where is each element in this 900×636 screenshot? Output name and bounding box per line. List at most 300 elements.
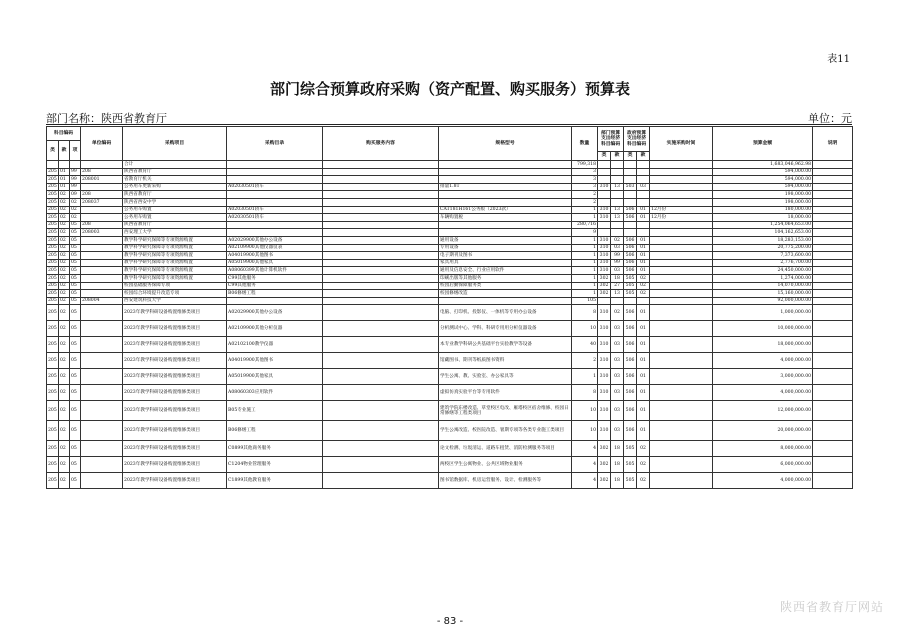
cell-project: 合计 [123, 161, 227, 169]
cell-quantity: 40 [572, 337, 598, 353]
cell-kuan: 02 [59, 229, 70, 237]
cell-time [650, 176, 713, 184]
cell-note [813, 457, 853, 473]
cell-quantity: 1 [572, 259, 598, 267]
cell-gov-kuan: 01 [637, 236, 650, 244]
cell-kuan: 02 [59, 236, 70, 244]
cell-unit-code [81, 473, 123, 489]
cell-gov-lei: 506 [624, 252, 637, 260]
cell-catalog: A02029900其他办公设备 [227, 236, 323, 244]
cell-xiang: 05 [70, 259, 81, 267]
cell-amount: 20,000,000.00 [713, 421, 813, 441]
cell-project: 陕西省教育厅 [123, 191, 227, 199]
cell-note [813, 259, 853, 267]
cell-gov-kuan [637, 168, 650, 176]
cell-quantity: 1 [572, 290, 598, 298]
cell-catalog [227, 229, 323, 237]
cell-lei: 205 [47, 473, 59, 489]
cell-dept-kuan: 99 [611, 252, 624, 260]
cell-amount: 24,450,000.00 [713, 267, 813, 275]
cell-spec [439, 176, 572, 184]
cell-time [650, 161, 713, 169]
cell-catalog: C0899其他商务服务 [227, 441, 323, 457]
cell-catalog [227, 191, 323, 199]
cell-xiang: 99 [70, 183, 81, 191]
cell-xiang [70, 161, 81, 169]
cell-project: 西安理工大学 [123, 229, 227, 237]
cell-amount: 594,000.00 [713, 176, 813, 184]
cell-quantity: 1 [572, 282, 598, 290]
cell-catalog: A02029900其他办公设备 [227, 305, 323, 321]
cell-lei: 205 [48, 184, 57, 190]
cell-xiang: 05 [70, 244, 81, 252]
cell-gov-kuan: 01 [637, 267, 650, 275]
cell-amount: 18,000.00 [713, 214, 813, 222]
cell-dept-kuan [611, 168, 624, 176]
header-dept-kuan: 款 [611, 152, 624, 161]
cell-lei: 205 [47, 401, 59, 421]
cell-time [650, 441, 713, 457]
table-row [47, 214, 853, 222]
cell-amount: 14,070,000.00 [713, 282, 813, 290]
table-row [47, 369, 853, 385]
cell-quantity: 1 [572, 369, 598, 385]
cell-service [323, 297, 439, 305]
cell-gov-kuan: 01 [637, 244, 650, 252]
cell-time [650, 421, 713, 441]
cell-dept-lei [598, 176, 611, 184]
cell-dept-lei: 302 [598, 274, 611, 282]
cell-note [813, 369, 853, 385]
cell-dept-lei [598, 221, 611, 229]
cell-quantity: 1 [572, 236, 598, 244]
cell-gov-kuan: 02 [637, 290, 650, 298]
cell-time [650, 305, 713, 321]
cell-project: 教学科学研究保障等专项资源购置 [123, 236, 227, 244]
cell-time [650, 168, 713, 176]
cell-spec: 排量1.8T [439, 183, 572, 191]
cell-gov-lei [624, 191, 637, 199]
cell-catalog [227, 297, 323, 305]
cell-project: 教学科学研究保障等专项资源购置 [123, 244, 227, 252]
cell-unit-code [81, 337, 123, 353]
cell-gov-kuan [637, 198, 650, 206]
cell-service [323, 206, 439, 214]
cell-unit-code [81, 353, 123, 369]
cell-catalog: A05019900其他家具 [227, 369, 323, 385]
table-row [47, 282, 853, 290]
cell-gov-kuan: 01 [637, 337, 650, 353]
cell-service [323, 337, 439, 353]
cell-spec: 学生公寓、教、实验室、办公家具等 [439, 369, 572, 385]
table-number: 表11 [827, 54, 850, 65]
cell-note [813, 236, 853, 244]
cell-catalog: B06修缮工程 [227, 290, 323, 298]
cell-spec: 两校区学生公寓物业、公共区域物业服务 [439, 457, 572, 473]
cell-catalog [227, 221, 323, 229]
cell-project: 2023年教学科研设备购置维修类项目 [123, 353, 227, 369]
header-subject-code: 科目编码 [47, 127, 81, 141]
cell-catalog: A02109900其他分析仪器 [227, 321, 323, 337]
cell-time [650, 321, 713, 337]
cell-project: 2023年教学科研设备购置维修类项目 [123, 305, 227, 321]
cell-gov-lei: 506 [624, 206, 637, 214]
cell-kuan: 02 [59, 305, 70, 321]
cell-note [813, 305, 853, 321]
cell-time [650, 401, 713, 421]
cell-amount: 1,000,000.00 [713, 305, 813, 321]
cell-unit-code [81, 305, 123, 321]
cell-service [323, 176, 439, 184]
header-gov-kuan: 款 [637, 152, 650, 161]
cell-time [650, 385, 713, 401]
cell-dept-lei: 310 [598, 337, 611, 353]
cell-dept-kuan [611, 198, 624, 206]
cell-xiang: 05 [70, 473, 81, 489]
cell-note [813, 161, 853, 169]
cell-spec: CAT181H16T公务版（2023款） [439, 206, 572, 214]
cell-amount: 12,000,000.00 [713, 401, 813, 421]
cell-amount: 10,000,000.00 [713, 321, 813, 337]
cell-xiang: 05 [70, 457, 81, 473]
cell-quantity: 2 [572, 353, 598, 369]
cell-service [323, 198, 439, 206]
cell-unit-code: 208 [81, 221, 123, 229]
cell-gov-kuan: 01 [637, 369, 650, 385]
watermark: 陕西省教育厅网站 [779, 600, 884, 614]
cell-dept-kuan: 03 [611, 244, 624, 252]
cell-xiang: 05 [70, 369, 81, 385]
cell-unit-code [81, 421, 123, 441]
cell-dept-lei: 302 [598, 282, 611, 290]
cell-gov-kuan [637, 161, 650, 169]
cell-xiang: 05 [70, 290, 81, 298]
header-gov-econ: 政府预算支出经济科目编码 [624, 127, 650, 152]
cell-dept-kuan: 03 [611, 267, 624, 275]
cell-dept-lei: 310 [598, 214, 611, 222]
cell-lei: 205 [48, 260, 57, 266]
page-number: - 83 - [436, 616, 464, 627]
cell-project: 2023年教学科研设备购置维修类项目 [123, 457, 227, 473]
table-row [47, 267, 853, 275]
cell-project: 陕西省教育厅 [123, 221, 227, 229]
cell-kuan: 02 [59, 473, 70, 489]
cell-catalog: A02030501轿车 [227, 183, 323, 191]
unit-label: 单位：元 [808, 112, 852, 125]
cell-xiang: 05 [70, 321, 81, 337]
cell-dept-lei: 310 [598, 267, 611, 275]
table-row [47, 168, 853, 176]
cell-kuan: 02 [59, 290, 70, 298]
table-row [47, 321, 853, 337]
cell-unit-code [81, 214, 123, 222]
header-xiang: 项 [70, 141, 81, 161]
cell-spec [439, 191, 572, 199]
cell-amount: 594,000.00 [713, 183, 813, 191]
cell-xiang: 05 [70, 353, 81, 369]
cell-xiang: 05 [70, 236, 81, 244]
cell-spec [439, 198, 572, 206]
cell-kuan: 02 [59, 267, 70, 275]
cell-project: 校园基础服务保障专项 [123, 282, 227, 290]
cell-unit-code [81, 236, 123, 244]
cell-unit-code: 208001 [81, 176, 123, 184]
cell-gov-kuan: 02 [637, 274, 650, 282]
cell-lei: 205 [48, 290, 57, 296]
cell-kuan: 02 [59, 297, 70, 305]
cell-time [650, 252, 713, 260]
cell-kuan: 02 [59, 441, 70, 457]
cell-dept-lei: 302 [598, 457, 611, 473]
cell-dept-kuan [611, 297, 624, 305]
cell-gov-lei: 506 [624, 337, 637, 353]
cell-service [323, 183, 439, 191]
cell-project: 2023年教学科研设备购置维修类项目 [123, 321, 227, 337]
cell-amount: 198,000.00 [713, 191, 813, 199]
cell-gov-kuan: 01 [637, 305, 650, 321]
cell-project: 公务用车购置 [123, 214, 227, 222]
cell-spec: 校园修缮改造 [439, 290, 572, 298]
cell-time [650, 191, 713, 199]
cell-lei: 205 [48, 283, 57, 289]
cell-xiang: 05 [70, 282, 81, 290]
table-row [47, 183, 853, 191]
cell-project: 2023年教学科研设备购置维修类项目 [123, 369, 227, 385]
budget-table [46, 126, 853, 489]
cell-quantity: 10 [572, 421, 598, 441]
cell-xiang: 05 [70, 401, 81, 421]
cell-project: 陕西省教育厅 [123, 168, 227, 176]
header-catalog: 采购目录 [227, 127, 323, 161]
cell-dept-kuan: 03 [611, 369, 624, 385]
cell-note [813, 473, 853, 489]
cell-unit-code [81, 457, 123, 473]
cell-amount: 104,162,653.00 [713, 229, 813, 237]
cell-amount: 594,000.00 [713, 168, 813, 176]
cell-xiang: 05 [70, 421, 81, 441]
cell-project: 公务用车购置 [123, 206, 227, 214]
cell-time [650, 290, 713, 298]
cell-xiang: 05 [70, 267, 81, 275]
cell-lei: 205 [47, 421, 59, 441]
cell-note [813, 421, 853, 441]
cell-amount: 198,000.00 [713, 198, 813, 206]
cell-service [323, 321, 439, 337]
cell-unit-code: 208003 [81, 229, 123, 237]
cell-service [323, 457, 439, 473]
cell-unit-code: 208037 [81, 198, 123, 206]
cell-dept-lei: 310 [598, 183, 611, 191]
cell-xiang: 05 [70, 229, 81, 237]
table-row [47, 229, 853, 237]
cell-spec: 虚拟仿真实验平台等专用软件 [439, 385, 572, 401]
cell-dept-lei: 310 [598, 259, 611, 267]
cell-amount: 1,683,046,962.98 [713, 161, 813, 169]
cell-lei: 205 [48, 222, 57, 228]
cell-lei: 205 [48, 252, 57, 258]
cell-gov-lei [624, 198, 637, 206]
cell-dept-lei [598, 168, 611, 176]
table-row [47, 176, 853, 184]
cell-gov-kuan: 02 [637, 473, 650, 489]
cell-spec [439, 221, 572, 229]
cell-note [813, 214, 853, 222]
cell-amount: 4,000,000.00 [713, 385, 813, 401]
cell-lei: 205 [47, 457, 59, 473]
cell-service [323, 421, 439, 441]
table-row [47, 259, 853, 267]
cell-dept-kuan [611, 161, 624, 169]
cell-kuan: 02 [59, 191, 70, 199]
cell-gov-lei [624, 176, 637, 184]
cell-quantity: 1 [572, 274, 598, 282]
cell-gov-lei: 506 [624, 401, 637, 421]
cell-service [323, 441, 439, 457]
cell-catalog: A02109900其他仪器仪表 [227, 244, 323, 252]
cell-xiang: 05 [70, 274, 81, 282]
cell-note [813, 229, 853, 237]
cell-quantity: 8 [572, 385, 598, 401]
cell-service [323, 274, 439, 282]
cell-catalog: A08060399其他计算机软件 [227, 267, 323, 275]
cell-dept-kuan: 18 [611, 441, 624, 457]
cell-kuan: 02 [59, 385, 70, 401]
cell-xiang: 02 [70, 214, 81, 222]
cell-kuan: 01 [59, 183, 70, 191]
cell-quantity: 4 [572, 441, 598, 457]
cell-kuan: 02 [59, 214, 70, 222]
cell-kuan: 02 [59, 353, 70, 369]
cell-dept-kuan: 03 [611, 353, 624, 369]
header-dept-econ: 部门预算支出经济科目编码 [598, 127, 624, 152]
table-row [47, 421, 853, 441]
cell-gov-lei: 506 [624, 421, 637, 441]
cell-unit-code [81, 385, 123, 401]
cell-time [650, 457, 713, 473]
cell-dept-lei [598, 161, 611, 169]
cell-dept-kuan: 03 [611, 385, 624, 401]
cell-time [650, 353, 713, 369]
cell-note [813, 191, 853, 199]
header-lei: 类 [47, 141, 59, 161]
cell-spec [439, 168, 572, 176]
cell-spec: 通用设备 [439, 236, 572, 244]
cell-time [650, 198, 713, 206]
cell-time [650, 244, 713, 252]
cell-time [650, 337, 713, 353]
table-row [47, 290, 853, 298]
table-row [47, 337, 853, 353]
cell-dept-kuan: 02 [611, 236, 624, 244]
cell-time [650, 267, 713, 275]
cell-kuan: 02 [59, 206, 70, 214]
cell-note [813, 274, 853, 282]
cell-service [323, 252, 439, 260]
cell-unit-code [81, 274, 123, 282]
cell-service [323, 473, 439, 489]
cell-catalog [227, 176, 323, 184]
cell-dept-kuan: 03 [611, 337, 624, 353]
cell-kuan: 02 [59, 337, 70, 353]
cell-unit-code [81, 244, 123, 252]
cell-catalog [227, 161, 323, 169]
cell-unit-code: 208 [81, 168, 123, 176]
cell-time [650, 229, 713, 237]
cell-amount: 2,776,700.00 [713, 259, 813, 267]
cell-amount: 1,254,064,653.00 [713, 221, 813, 229]
cell-kuan [59, 161, 70, 169]
table-row [47, 473, 853, 489]
cell-catalog [227, 168, 323, 176]
cell-gov-lei [624, 161, 637, 169]
cell-dept-kuan [611, 191, 624, 199]
cell-quantity: 105 [572, 297, 598, 305]
cell-unit-code [81, 259, 123, 267]
cell-gov-lei: 506 [624, 267, 637, 275]
cell-dept-lei: 310 [598, 369, 611, 385]
cell-project: 2023年教学科研设备购置维修类项目 [123, 473, 227, 489]
cell-lei: 205 [47, 369, 59, 385]
table-row [47, 161, 853, 169]
cell-note [813, 290, 853, 298]
cell-time [650, 297, 713, 305]
cell-dept-lei: 302 [598, 290, 611, 298]
cell-note [813, 198, 853, 206]
table-row [47, 385, 853, 401]
cell-project: 教学科学研究保障等专项资源购置 [123, 267, 227, 275]
cell-spec: 馆藏图书、期刊等纸质图书资料 [439, 353, 572, 369]
cell-service [323, 353, 439, 369]
cell-service [323, 221, 439, 229]
cell-unit-code [81, 321, 123, 337]
cell-xiang: 05 [70, 441, 81, 457]
table-row [47, 198, 853, 206]
cell-service [323, 168, 439, 176]
cell-service [323, 191, 439, 199]
cell-gov-kuan [637, 221, 650, 229]
cell-kuan: 02 [59, 321, 70, 337]
cell-gov-lei: 506 [624, 305, 637, 321]
cell-dept-lei: 302 [598, 473, 611, 489]
cell-note [813, 401, 853, 421]
cell-project: 教学科学研究保障等专项资源购置 [123, 274, 227, 282]
cell-lei: 205 [47, 385, 59, 401]
cell-note [813, 221, 853, 229]
cell-dept-lei [598, 297, 611, 305]
cell-project: 2023年教学科研设备购置维修类项目 [123, 441, 227, 457]
cell-dept-lei: 310 [598, 244, 611, 252]
cell-project: 教学科学研究保障等专项资源购置 [123, 252, 227, 260]
cell-note [813, 353, 853, 369]
cell-quantity: 10 [572, 321, 598, 337]
cell-gov-kuan: 01 [637, 252, 650, 260]
cell-note [813, 176, 853, 184]
cell-unit-code [81, 183, 123, 191]
cell-catalog: A02102100教学仪器 [227, 337, 323, 353]
cell-amount: 4,000,000.00 [713, 353, 813, 369]
cell-spec: 电脑、打印机、投影仪、一体机等专用办公设备 [439, 305, 572, 321]
cell-time [650, 221, 713, 229]
cell-note [813, 267, 853, 275]
cell-quantity: 8 [572, 305, 598, 321]
cell-gov-lei [624, 168, 637, 176]
table-row [47, 244, 853, 252]
cell-note [813, 252, 853, 260]
cell-time [650, 236, 713, 244]
cell-project: 省教育厅机关 [123, 176, 227, 184]
table-row [47, 221, 853, 229]
cell-project: 西安建筑科技大学 [123, 297, 227, 305]
